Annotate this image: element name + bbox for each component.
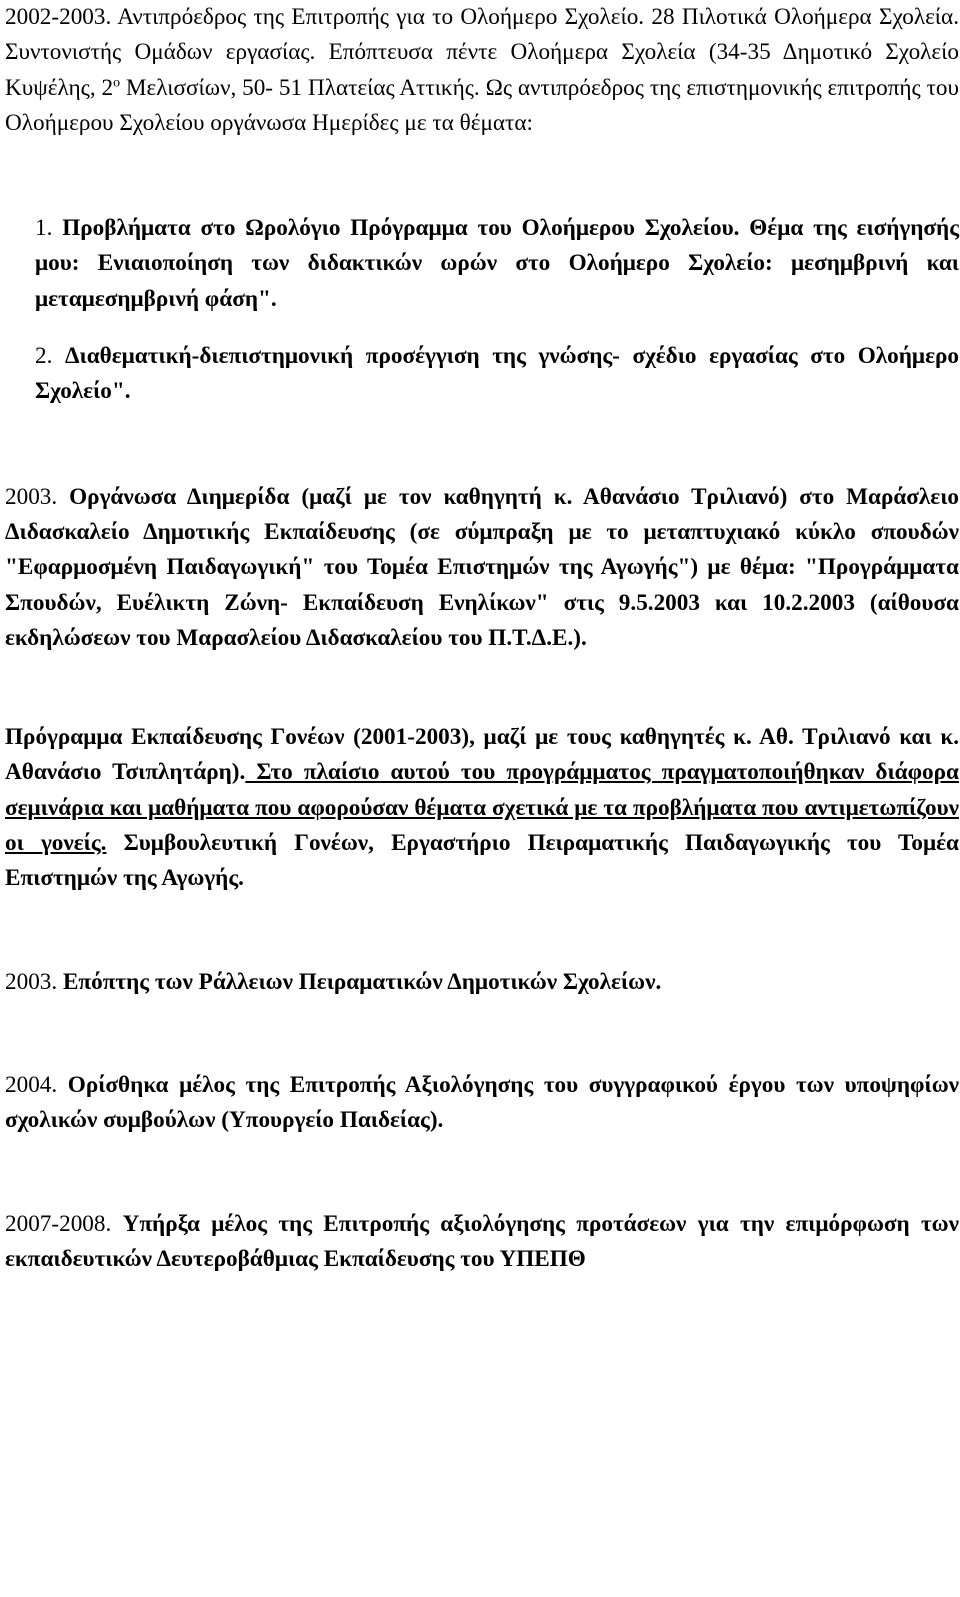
spacer bbox=[5, 656, 959, 720]
paragraph-text: Πρόγραμμα Εκπαίδευσης Γονέων (2001-2003), μαζί με τους καθηγητές κ. Αθ. Τριλιανό και κ. Αθανάσιο Τσιπλητάρη). bbox=[5, 724, 959, 786]
list-item-number: 1. bbox=[35, 215, 63, 242]
spacer bbox=[5, 1139, 959, 1207]
paragraph-text-tail: Συμβουλευτική Γονέων, Εργαστήριο Πειραματικής Παιδαγωγικής του Τομέα Επιστημών της Αγωγής. bbox=[5, 830, 959, 892]
list-item-number: 2. bbox=[35, 343, 65, 370]
list-item-seminar-2 bbox=[5, 339, 959, 410]
paragraph-text: Ορίσθηκα μέλος της Επιτροπής Αξιολόγησης του συγγραφικού έργου των υποψηφίων σχολικών συμβούλων (Υπουργείο Παιδείας). bbox=[5, 1071, 959, 1134]
paragraph-year: 2003. bbox=[5, 483, 70, 510]
list-item-text: Προβλήματα στο Ωρολόγιο Πρόγραμμα του Ολοήμερου Σχολείου. Θέμα της εισήγησής μου: Ενιαιοποίηση των διδακτικών ωρών στο Ολοήμερο Σχολείο: μεσημβρινή και μεταμεσημβρινή φάση". bbox=[35, 215, 959, 312]
paragraph-evaluation-committee bbox=[5, 1068, 959, 1139]
spacer bbox=[5, 410, 959, 480]
spacer bbox=[5, 317, 959, 339]
document-page bbox=[5, 0, 959, 1277]
spacer bbox=[5, 1000, 959, 1068]
paragraph-parent-education-program bbox=[5, 720, 959, 896]
paragraph-text: 2002-2003. Αντιπρόεδρος της Επιτροπής για το Ολοήμερο Σχολείο. 28 Πιλοτικά Ολοήμερα Σχολεία. Συντονιστής Ομάδων εργασίας. Επόπτευσα πέντε Ολοήμερα Σχολεία (34-35 Δημοτικό Σχολείο Κυψέλης, 2 bbox=[5, 4, 959, 101]
paragraph-year: 2007-2008. bbox=[5, 1210, 123, 1237]
ordinal-superscript: ο bbox=[113, 74, 121, 90]
paragraph-text: Επόπτης των Ράλλειων Πειραματικών Δημοτικών Σχολείων. bbox=[62, 968, 662, 995]
paragraph-rallis-schools bbox=[5, 965, 959, 1000]
paragraph-training-proposals-committee bbox=[5, 1207, 959, 1278]
paragraph-text: Οργάνωσα Διημερίδα (μαζί με τον καθηγητή κ. Αθανάσιο Τριλιανό) στο Μαράσλειο Διδασκαλείο Δημοτικής Εκπαίδευσης (σε σύμπραξη με το μεταπτυχιακό κύκλο σπουδών "Εφαρμοσμένη Παιδαγωγική" του Τομέα Επιστημών της Αγωγής") με θέμα: "Προγράμματα Σπουδών, Ευέλικτη Ζώνη- Εκπαίδευση Ενηλίκων" στις 9.5.2003 και 10.2.2003 (αίθουσα εκδηλώσεων του Μαρασλείου Διδασκαλείου του Π.Τ.Δ.Ε.). bbox=[5, 483, 959, 651]
list-item-text: Διαθεματική-διεπιστημονική προσέγγιση της γνώσης- σχέδιο εργασίας στο Ολοήμερο Σχολείο". bbox=[35, 343, 959, 405]
paragraph-two-day-seminar bbox=[5, 480, 959, 656]
spacer bbox=[5, 141, 959, 211]
spacer bbox=[5, 897, 959, 965]
list-item-seminar-1 bbox=[5, 211, 959, 317]
paragraph-year: 2003. bbox=[5, 968, 63, 995]
paragraph-text: Υπήρξα μέλος της Επιτροπής αξιολόγησης προτάσεων για την επιμόρφωση των εκπαιδευτικών Δευτεροβάθμιας Εκπαίδευσης του ΥΠΕΠΘ bbox=[5, 1210, 959, 1272]
paragraph-vice-president-all-day-school bbox=[5, 0, 959, 141]
paragraph-text-continued: Μελισσίων, 50- 51 Πλατείας Αττικής. Ως αντιπρόεδρος της επιστημονικής επιτροπής του Ολοήμερου Σχολείου οργάνωσα Ημερίδες με τα θέματα: bbox=[5, 74, 959, 136]
paragraph-year: 2004. bbox=[5, 1071, 68, 1098]
paragraph-underlined-text: Στο πλαίσιο αυτού του προγράμματος πραγματοποιήθηκαν διάφορα σεμινάρια και μαθήματα που αφορούσαν θέματα σχετικά με τα προβλήματα που αντιμετωπίζουν οι γονείς. bbox=[5, 759, 959, 857]
